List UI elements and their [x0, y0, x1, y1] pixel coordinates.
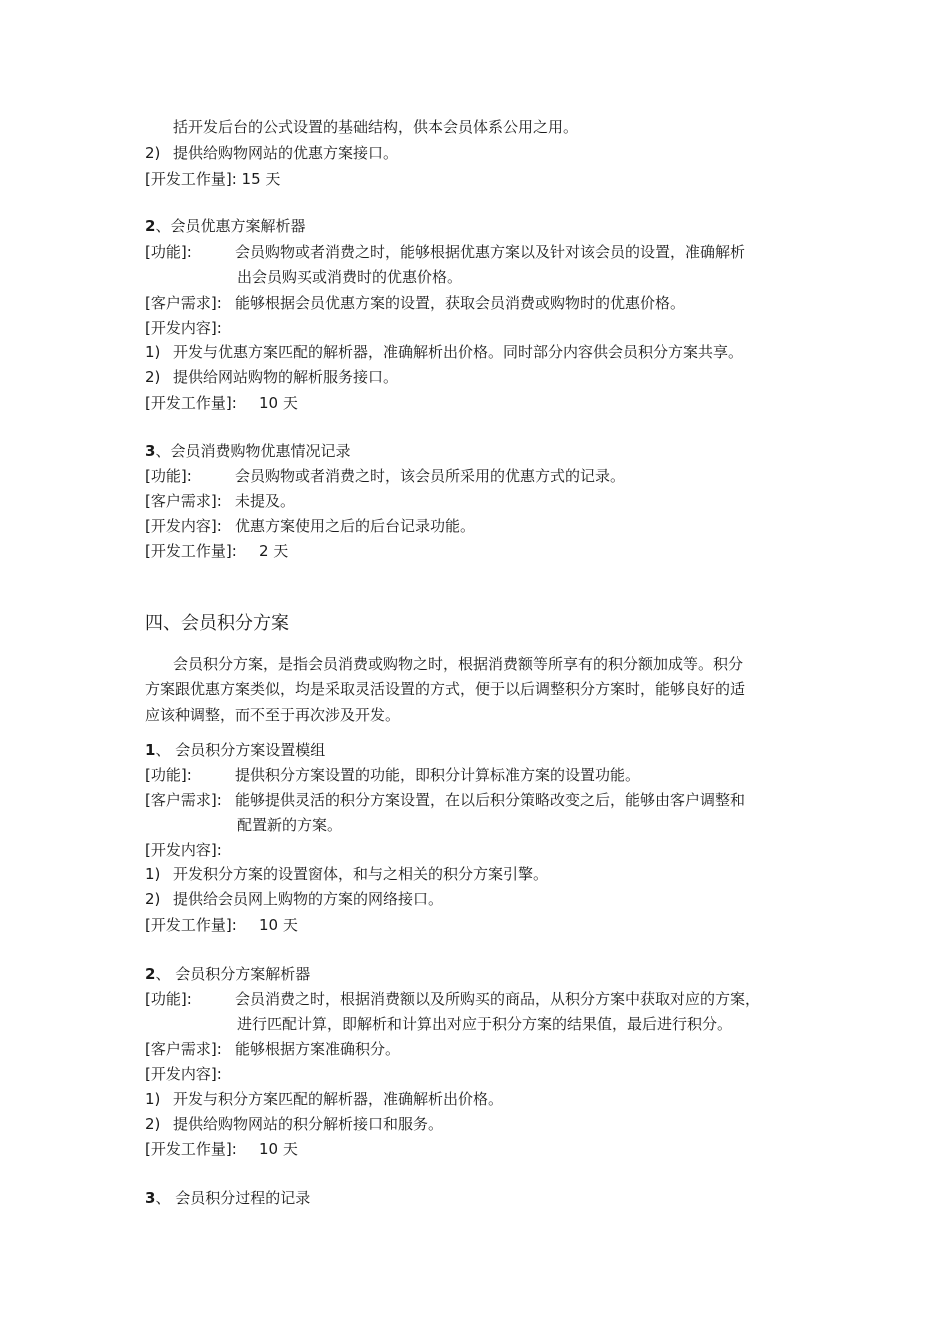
list-item	[145, 889, 443, 909]
requirement-text: 能够根据会员优惠方案的设置，获取会员消费或购物时的优惠价格。	[235, 294, 686, 312]
list-number: 2)	[145, 144, 161, 162]
requirement-text: 能够根据方案准确积分。	[235, 1040, 401, 1058]
function-label: [功能]:	[145, 990, 192, 1008]
effort-line	[145, 169, 280, 189]
content-text: 优惠方案使用之后的后台记录功能。	[235, 517, 476, 535]
section-number: 3	[145, 1189, 156, 1207]
requirement-text: 配置新的方案。	[237, 816, 343, 834]
content-label: [开发内容]:	[145, 319, 222, 337]
requirement-label: [客户需求]:	[145, 1040, 222, 1058]
content-label: [开发内容]:	[145, 841, 222, 859]
section-title-text: 、 会员积分过程的记录	[155, 1189, 311, 1207]
function-text: 出会员购买或消费时的优惠价格。	[237, 268, 463, 286]
effort-value: 2 天	[259, 542, 289, 560]
effort-value: 15 天	[241, 170, 281, 188]
section-title	[145, 964, 310, 984]
list-number: 1)	[145, 343, 161, 361]
effort-label: [开发工作量]:	[145, 394, 237, 412]
list-number: 2)	[145, 368, 161, 386]
section-number: 2	[145, 965, 156, 983]
function-text: 会员购物或者消费之时，该会员所采用的优惠方式的记录。	[235, 467, 626, 485]
effort-value: 10 天	[259, 916, 298, 934]
list-item	[145, 864, 548, 884]
list-text: 开发与积分方案匹配的解析器，准确解析出价格。	[173, 1090, 504, 1108]
content-label: [开发内容]:	[145, 517, 222, 535]
content-label: [开发内容]:	[145, 1065, 222, 1083]
list-text: 提供给会员网上购物的方案的网络接口。	[173, 890, 444, 908]
effort-label: [开发工作量]:	[145, 916, 237, 934]
function-text: 会员购物或者消费之时，能够根据优惠方案以及针对该会员的设置，准确解析	[235, 243, 746, 261]
list-number: 1)	[145, 865, 161, 883]
list-item	[145, 342, 743, 362]
effort-label: [开发工作量]:	[145, 1140, 237, 1158]
requirement-text: 能够提供灵活的积分方案设置，在以后积分策略改变之后，能够由客户调整和	[235, 791, 746, 809]
section-number: 3	[145, 442, 156, 460]
list-item	[145, 143, 398, 163]
requirement-text: 未提及。	[235, 492, 296, 510]
function-label: [功能]:	[145, 467, 192, 485]
section-title-text: 、 会员积分方案设置模组	[155, 741, 326, 759]
section-number: 1	[145, 741, 156, 759]
list-text: 提供给购物网站的积分解析接口和服务。	[173, 1115, 444, 1133]
effort-label: [开发工作量]:	[145, 542, 237, 560]
list-text: 提供给购物网站的优惠方案接口。	[173, 144, 399, 162]
requirement-label: [客户需求]:	[145, 492, 222, 510]
section-title-text: 、 会员积分方案解析器	[155, 965, 311, 983]
effort-value: 10 天	[259, 394, 298, 412]
list-number: 2)	[145, 890, 161, 908]
paragraph-line: 应该种调整，而不至于再次涉及开发。	[145, 706, 401, 724]
list-item	[145, 367, 398, 387]
section-title	[145, 1188, 310, 1208]
list-item	[145, 1089, 503, 1109]
list-text: 开发与优惠方案匹配的解析器，准确解析出价格。同时部分内容供会员积分方案共享。	[173, 343, 744, 361]
continued-text: 括开发后台的公式设置的基础结构，供本会员体系公用之用。	[173, 118, 579, 136]
section-title-text: 、会员优惠方案解析器	[155, 217, 306, 235]
paragraph-line: 方案跟优惠方案类似，均是采取灵活设置的方式，便于以后调整积分方案时，能够良好的适	[145, 680, 746, 698]
function-text: 提供积分方案设置的功能，即积分计算标准方案的设置功能。	[235, 766, 641, 784]
requirement-label: [客户需求]:	[145, 294, 222, 312]
list-number: 2)	[145, 1115, 161, 1133]
effort-value: 10 天	[259, 1140, 298, 1158]
section-title	[145, 740, 325, 760]
section-number: 2	[145, 217, 156, 235]
list-number: 1)	[145, 1090, 161, 1108]
requirement-label: [客户需求]:	[145, 791, 222, 809]
paragraph-line: 会员积分方案，是指会员消费或购物之时，根据消费额等所享有的积分额加成等。积分	[173, 655, 744, 673]
function-label: [功能]:	[145, 766, 192, 784]
list-text: 提供给网站购物的解析服务接口。	[173, 368, 399, 386]
function-label: [功能]:	[145, 243, 192, 261]
function-text: 进行匹配计算，即解析和计算出对应于积分方案的结果值，最后进行积分。	[237, 1015, 733, 1033]
chapter-heading: 四、会员积分方案	[145, 613, 289, 634]
list-item	[145, 1114, 443, 1134]
effort-label: [开发工作量]:	[145, 170, 237, 188]
list-text: 开发积分方案的设置窗体，和与之相关的积分方案引擎。	[173, 865, 549, 883]
section-title	[145, 441, 350, 461]
section-title	[145, 216, 305, 236]
function-text: 会员消费之时，根据消费额以及所购买的商品，从积分方案中获取对应的方案，	[235, 990, 761, 1008]
section-title-text: 、会员消费购物优惠情况记录	[155, 442, 351, 460]
